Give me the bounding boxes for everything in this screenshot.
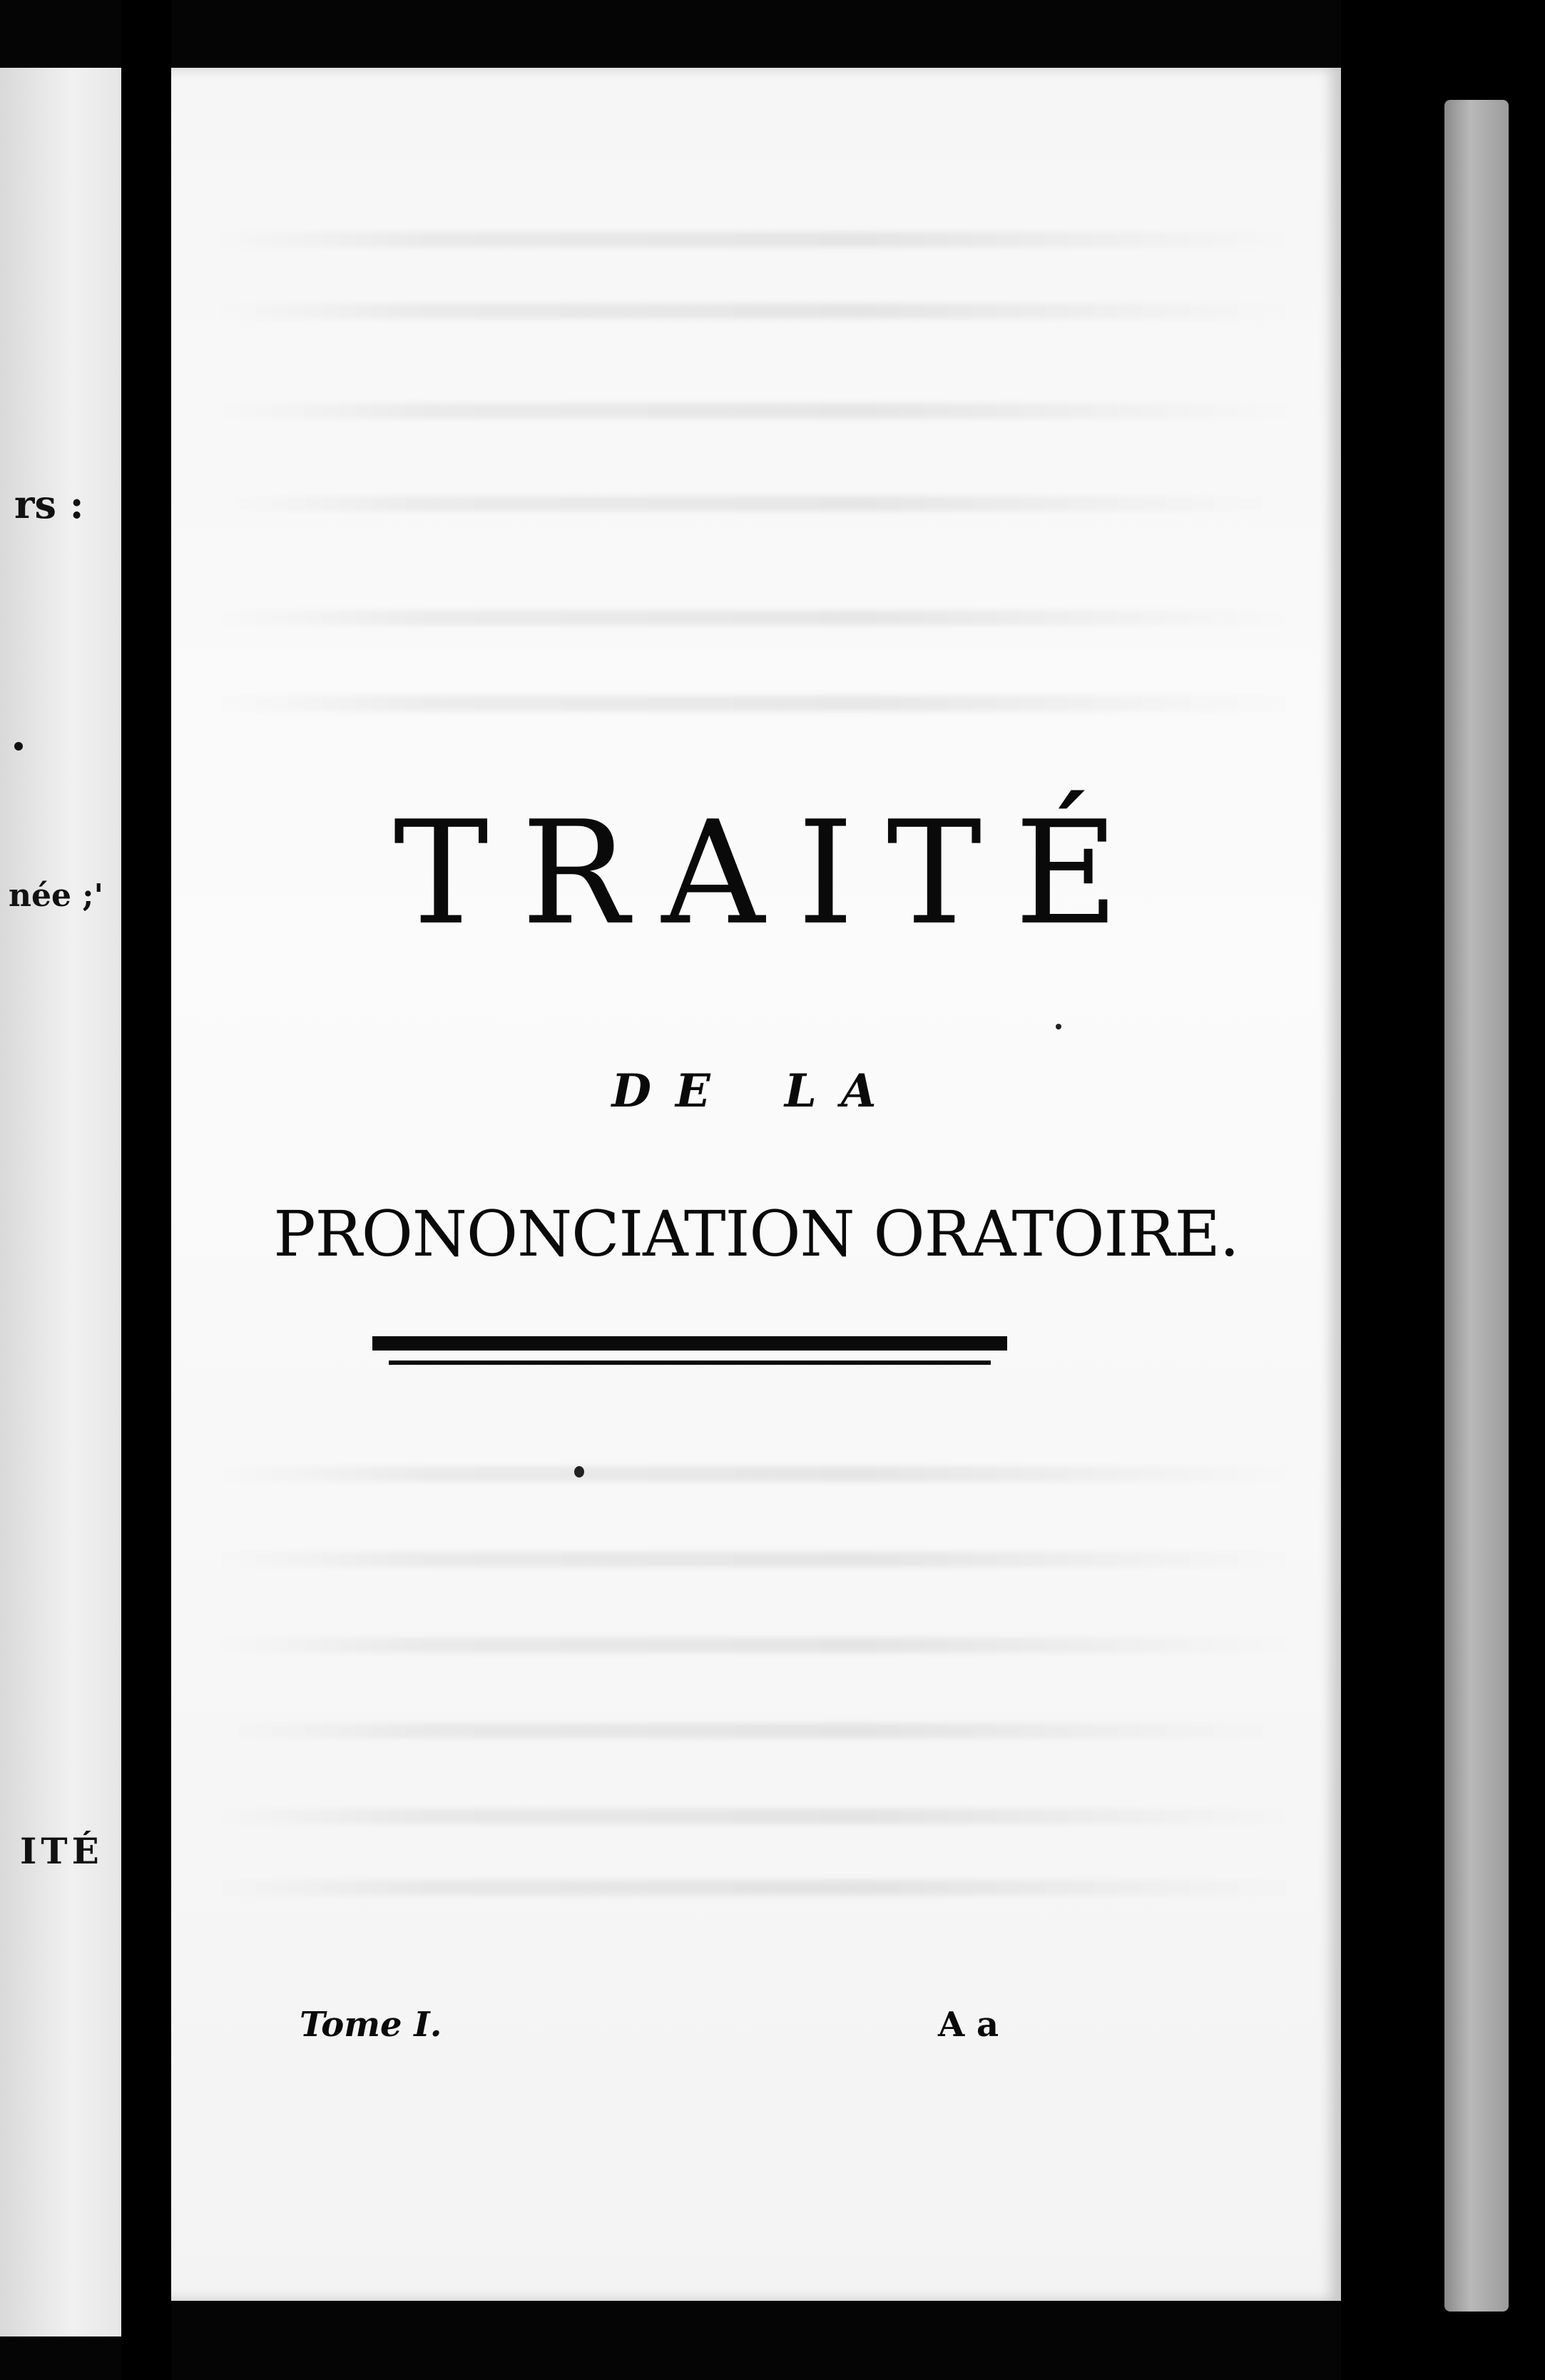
left-page-text-fragment: née ;'	[9, 878, 104, 914]
show-through-text	[214, 303, 1298, 319]
show-through-text	[214, 232, 1298, 248]
gathering-signature: A a	[938, 2005, 999, 2045]
show-through-text	[214, 403, 1298, 419]
subtitle-word: DE	[611, 1064, 735, 1118]
double-rule-thick	[372, 1336, 1007, 1351]
show-through-text	[214, 1723, 1298, 1739]
page-subtitle	[171, 1063, 1341, 1120]
subtitle-word: LA	[784, 1064, 901, 1118]
left-page-fragment	[0, 68, 121, 2336]
left-page-text-fragment: ITÉ	[20, 1830, 103, 1872]
show-through-text	[214, 1552, 1298, 1567]
show-through-text	[214, 1637, 1298, 1653]
show-through-text	[214, 1466, 1298, 1482]
page-title: TRAITÉ	[393, 790, 1152, 957]
ink-dot	[14, 742, 23, 751]
show-through-text	[214, 1809, 1298, 1824]
ink-speck	[1056, 1024, 1061, 1029]
volume-signature: Tome I.	[300, 2005, 442, 2045]
show-through-text	[214, 496, 1298, 512]
title-page	[171, 68, 1341, 2301]
book-edge	[1341, 0, 1545, 2380]
page-heading: PRONONCIATION ORATOIRE.	[273, 1197, 1239, 1271]
ink-speck	[574, 1466, 584, 1478]
double-rule-thin	[389, 1361, 991, 1365]
show-through-text	[214, 696, 1298, 711]
page-edges-strip	[1444, 100, 1509, 2312]
left-page-text-fragment: rs :	[14, 482, 84, 527]
book-gutter	[121, 0, 171, 2380]
show-through-text	[214, 1880, 1298, 1896]
show-through-text	[214, 610, 1298, 626]
